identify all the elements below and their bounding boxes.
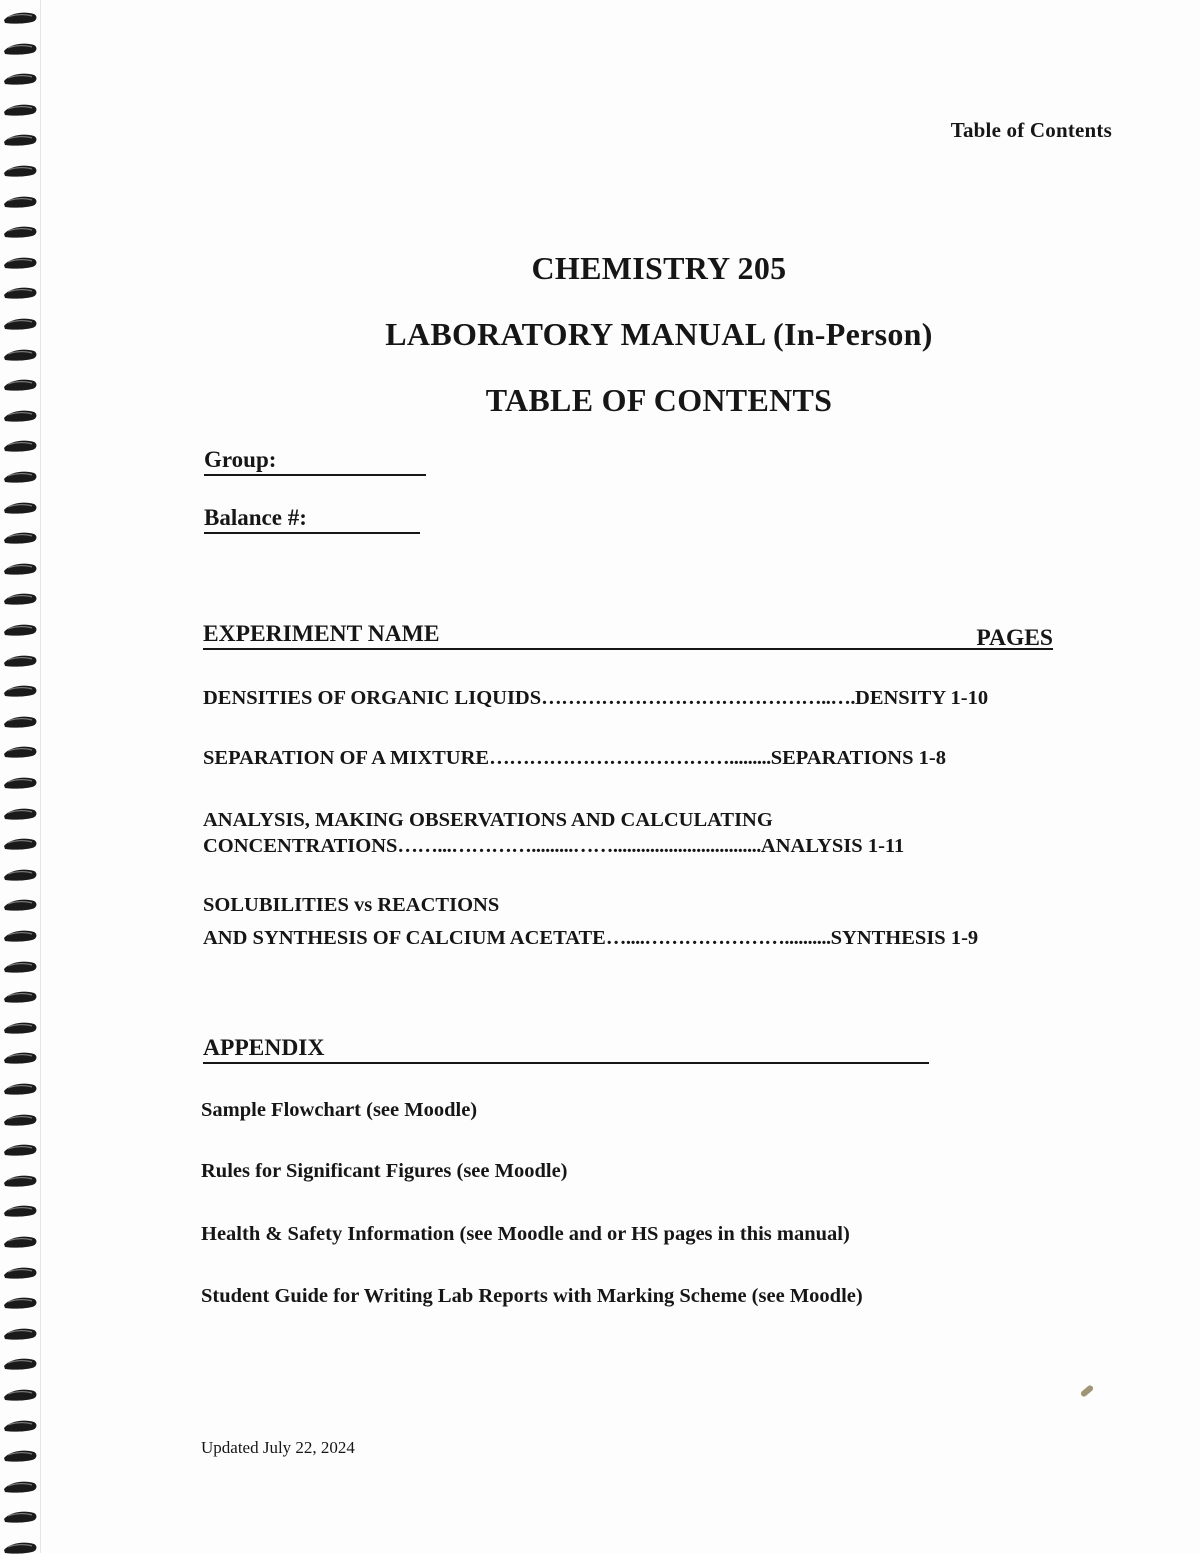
toc-entry-name: ANALYSIS, MAKING OBSERVATIONS AND CALCULATING <box>203 809 773 831</box>
binding-coil <box>2 71 38 87</box>
binding-coil <box>2 561 38 577</box>
toc-entry-pages: SEPARATIONS 1-8 <box>770 747 946 769</box>
toc-entry-analysis-line-2 <box>203 832 904 860</box>
binding-coil <box>2 1479 38 1495</box>
experiment-name-heading <box>203 620 1053 650</box>
toc-entry-pages: DENSITY 1-10 <box>855 687 989 709</box>
binding-coil <box>2 285 38 301</box>
toc-entry-name: AND SYNTHESIS OF CALCIUM ACETATE <box>203 927 606 949</box>
binding-coil <box>2 530 38 546</box>
toc-leader-dots: ………………………………......... <box>489 747 771 769</box>
balance-label: Balance #: <box>204 505 307 530</box>
binding-coil <box>2 500 38 516</box>
appendix-label: APPENDIX <box>203 1035 325 1061</box>
binding-coil <box>2 1173 38 1189</box>
toc-entry-name: SEPARATION OF A MIXTURE <box>203 747 490 769</box>
group-label: Group: <box>204 447 277 472</box>
balance-field <box>204 504 420 534</box>
binding-coil <box>2 1050 38 1066</box>
binding-coil <box>2 469 38 485</box>
binding-coil <box>2 714 38 730</box>
experiment-name-label: EXPERIMENT NAME <box>203 621 440 647</box>
binding-coil <box>2 683 38 699</box>
appendix-item-health-safety: Health & Safety Information (see Moodle and or HS pages in this manual) <box>201 1223 850 1245</box>
pencil-mark <box>1080 1384 1095 1398</box>
toc-leader-dots: …....………………….......... <box>605 927 831 949</box>
toc-leader-dots: ……...………….........……................................ <box>397 835 761 857</box>
binding-coil <box>2 41 38 57</box>
spiral-binding <box>0 0 44 1553</box>
binding-coil <box>2 1509 38 1525</box>
toc-leader-dots: ……………………………………..…. <box>541 687 856 709</box>
binding-coil <box>2 959 38 975</box>
binding-coil <box>2 1081 38 1097</box>
appendix-item-sig-figs: Rules for Significant Figures (see Moodle) <box>201 1160 568 1182</box>
binding-coil <box>2 438 38 454</box>
binding-coil <box>2 1356 38 1372</box>
binding-coil <box>2 591 38 607</box>
binding-coil <box>2 1020 38 1036</box>
appendix-heading <box>203 1034 929 1064</box>
binding-coil <box>2 897 38 913</box>
binding-coil <box>2 1265 38 1281</box>
toc-entry-synthesis-line-1 <box>203 891 499 919</box>
updated-date: Updated July 22, 2024 <box>201 1438 355 1457</box>
binding-coil <box>2 1112 38 1128</box>
appendix-item-flowchart: Sample Flowchart (see Moodle) <box>201 1099 478 1121</box>
toc-entry-pages: SYNTHESIS 1-9 <box>830 927 979 949</box>
binding-coil <box>2 836 38 852</box>
binding-coil <box>2 132 38 148</box>
binding-coil <box>2 1326 38 1342</box>
course-title: CHEMISTRY 205 <box>531 250 787 286</box>
binding-coil <box>2 1203 38 1219</box>
toc-entry-name: SOLUBILITIES vs REACTIONS <box>203 894 500 916</box>
binding-coil <box>2 867 38 883</box>
toc-entry-separation <box>203 744 946 772</box>
binding-coil <box>2 1387 38 1403</box>
binding-coil <box>2 775 38 791</box>
binding-coil <box>2 622 38 638</box>
binding-coil <box>2 224 38 240</box>
binding-coil <box>2 744 38 760</box>
toc-entry-density <box>203 684 988 712</box>
binding-coil <box>2 806 38 822</box>
pages-heading: PAGES <box>976 625 1053 651</box>
binding-coil <box>2 1418 38 1434</box>
toc-entry-pages: ANALYSIS 1-11 <box>760 835 905 857</box>
binding-coil <box>2 163 38 179</box>
binding-coil <box>2 102 38 118</box>
toc-entry-name: CONCENTRATIONS <box>203 835 398 857</box>
binding-coil <box>2 1540 38 1556</box>
binding-coil <box>2 1295 38 1311</box>
group-field <box>204 446 426 476</box>
binding-coil <box>2 1142 38 1158</box>
binding-coil <box>2 1448 38 1464</box>
binding-coil <box>2 989 38 1005</box>
toc-entry-name: DENSITIES OF ORGANIC LIQUIDS <box>203 687 542 709</box>
appendix-item-lab-report-guide: Student Guide for Writing Lab Reports with Marking Scheme (see Moodle) <box>201 1285 863 1307</box>
binding-coil <box>2 194 38 210</box>
binding-coil <box>2 10 38 26</box>
manual-title: LABORATORY MANUAL (In-Person) <box>385 316 933 352</box>
binding-coil <box>2 1234 38 1250</box>
binding-coil <box>2 653 38 669</box>
toc-entry-analysis-line-1 <box>203 806 773 834</box>
toc-entry-synthesis-line-2 <box>203 924 978 952</box>
running-header: Table of Contents <box>950 118 1112 142</box>
toc-title: TABLE OF CONTENTS <box>485 382 833 418</box>
binding-coil <box>2 928 38 944</box>
